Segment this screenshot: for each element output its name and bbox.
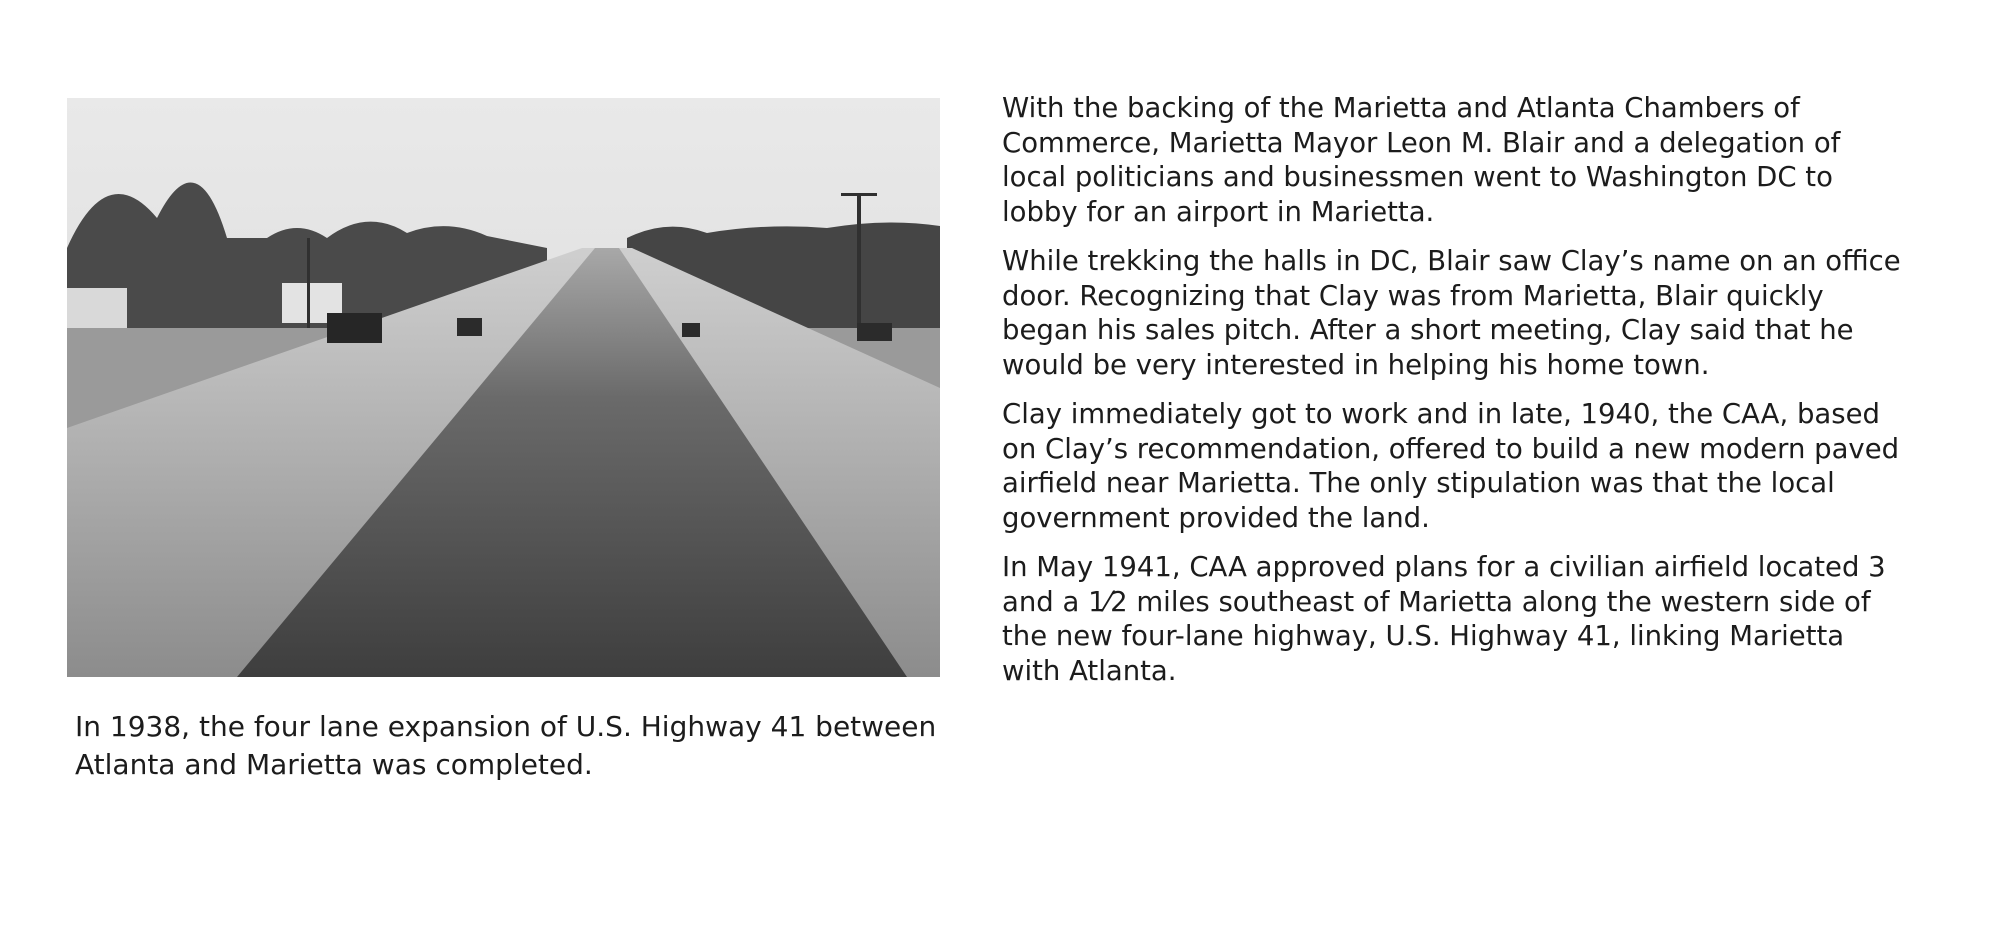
paragraph: Clay immediately got to work and in late, 1940, the CAA, based on Clay’s recommendation, offered to build a new modern paved airfield near Marietta. The only stipulation was that the local government provided the land. <box>1002 398 1900 534</box>
body-text <box>1002 91 1902 703</box>
highway-photo <box>67 98 940 677</box>
paragraph: In May 1941, CAA approved plans for a civilian airfield located 3 and a 1⁄2 miles southeast of Marietta along the western side of the new four-lane highway, U.S. Highway 41, linking Marietta with Atlanta. <box>1002 551 1886 687</box>
paragraph: With the backing of the Marietta and Atlanta Chambers of Commerce, Marietta Mayor Leon M. Blair and a delegation of local politicians and businessmen went to Washington DC to lobby for an airport in Marietta. <box>1002 92 1841 228</box>
paragraph: While trekking the halls in DC, Blair saw Clay’s name on an office door. Recognizing that Clay was from Marietta, Blair quickly began his sales pitch. After a short meeting, Clay said that he would be very interested in helping his home town. <box>1002 245 1901 381</box>
highway-photo-icon <box>67 98 940 677</box>
photo-caption: In 1938, the four lane expansion of U.S. Highway 41 between Atlanta and Marietta was completed. <box>75 710 937 781</box>
